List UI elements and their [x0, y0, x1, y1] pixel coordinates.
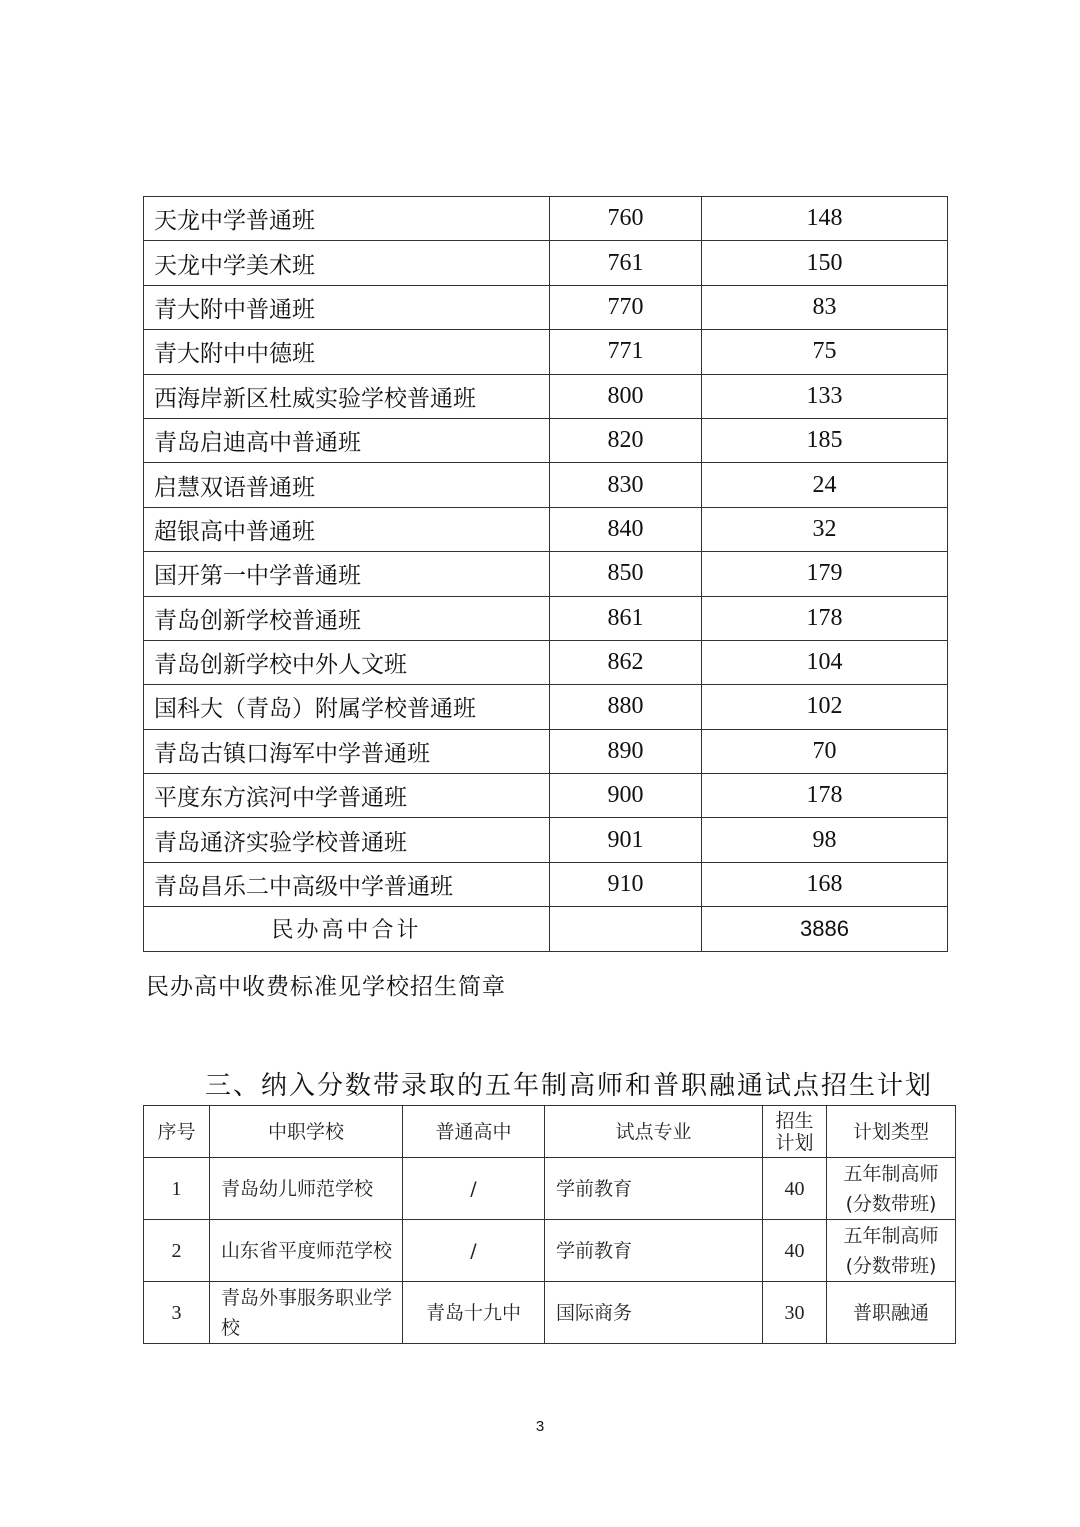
table-row	[144, 640, 948, 684]
school-code-cell: 820	[550, 418, 702, 462]
school-code-cell: 770	[550, 285, 702, 329]
school-name-cell: 青大附中普通班	[144, 285, 550, 329]
high-school-cell: /	[403, 1158, 545, 1220]
plan-type-cell	[827, 1220, 956, 1282]
table-header-row	[144, 1106, 956, 1158]
index-cell: 3	[144, 1282, 210, 1344]
table-row	[144, 729, 948, 773]
enrollment-count-cell: 179	[702, 552, 948, 596]
table-row	[144, 1158, 956, 1220]
table-row	[144, 197, 948, 241]
high-school-cell: 青岛十九中	[403, 1282, 545, 1344]
total-empty-cell	[550, 907, 702, 951]
table-row	[144, 1282, 956, 1344]
enrollment-count-cell: 168	[702, 862, 948, 906]
school-code-cell: 760	[550, 197, 702, 241]
school-name-cell: 青岛通济实验学校普通班	[144, 818, 550, 862]
vocational-school-cell: 山东省平度师范学校	[210, 1220, 403, 1282]
total-label: 民办高中合计	[144, 907, 550, 951]
school-code-cell: 840	[550, 507, 702, 551]
high-school-cell: /	[403, 1220, 545, 1282]
index-cell: 2	[144, 1220, 210, 1282]
enrollment-count-cell: 32	[702, 507, 948, 551]
table-row	[144, 774, 948, 818]
fee-note: 民办高中收费标准见学校招生简章	[146, 974, 506, 1000]
table-row	[144, 862, 948, 906]
table-row	[144, 285, 948, 329]
table-row	[144, 685, 948, 729]
enrollment-count-cell: 150	[702, 241, 948, 285]
plan-type-cell	[827, 1282, 956, 1344]
table-row	[144, 507, 948, 551]
plan-type-line1: 五年制高师	[843, 1224, 939, 1247]
school-name-cell: 天龙中学普通班	[144, 197, 550, 241]
major-cell: 学前教育	[545, 1220, 763, 1282]
table-row	[144, 241, 948, 285]
plan-cell: 30	[763, 1282, 827, 1344]
total-row	[144, 907, 948, 951]
major-cell: 学前教育	[545, 1158, 763, 1220]
enrollment-count-cell: 178	[702, 596, 948, 640]
page-number: 3	[535, 1418, 545, 1435]
school-name-cell: 平度东方滨河中学普通班	[144, 774, 550, 818]
school-code-cell: 800	[550, 374, 702, 418]
enrollment-count-cell: 178	[702, 774, 948, 818]
school-name-cell: 青岛启迪高中普通班	[144, 418, 550, 462]
enrollment-count-cell: 133	[702, 374, 948, 418]
school-name-cell: 天龙中学美术班	[144, 241, 550, 285]
header-vocational-school: 中职学校	[210, 1106, 403, 1158]
school-code-cell: 862	[550, 640, 702, 684]
enrollment-count-cell: 83	[702, 285, 948, 329]
header-plan-line1: 招生	[775, 1109, 814, 1132]
school-name-cell: 西海岸新区杜威实验学校普通班	[144, 374, 550, 418]
plan-cell: 40	[763, 1158, 827, 1220]
vocational-school-cell: 青岛外事服务职业学校	[210, 1282, 403, 1344]
table-row	[144, 374, 948, 418]
school-code-cell: 900	[550, 774, 702, 818]
enrollment-count-cell: 98	[702, 818, 948, 862]
table-row	[144, 596, 948, 640]
enrollment-count-cell: 102	[702, 685, 948, 729]
school-name-cell: 超银高中普通班	[144, 507, 550, 551]
private-high-school-table	[143, 196, 948, 952]
major-cell: 国际商务	[545, 1282, 763, 1344]
enrollment-count-cell: 75	[702, 330, 948, 374]
school-name-cell: 青岛古镇口海军中学普通班	[144, 729, 550, 773]
school-code-cell: 861	[550, 596, 702, 640]
school-name-cell: 青岛创新学校中外人文班	[144, 640, 550, 684]
school-code-cell: 880	[550, 685, 702, 729]
enrollment-count-cell: 104	[702, 640, 948, 684]
enrollment-count-cell: 185	[702, 418, 948, 462]
enrollment-count-cell: 148	[702, 197, 948, 241]
header-plan-type: 计划类型	[827, 1106, 956, 1158]
section-title: 三、纳入分数带录取的五年制高师和普职融通试点招生计划	[205, 1071, 934, 1101]
enrollment-count-cell: 24	[702, 463, 948, 507]
plan-cell: 40	[763, 1220, 827, 1282]
school-code-cell: 830	[550, 463, 702, 507]
table-row	[144, 1220, 956, 1282]
plan-type-line1: 普职融通	[852, 1301, 929, 1324]
plan-type-line1: 五年制高师	[843, 1162, 939, 1185]
table-row	[144, 330, 948, 374]
header-index: 序号	[144, 1106, 210, 1158]
enrollment-count-cell: 70	[702, 729, 948, 773]
pilot-enrollment-table	[143, 1105, 956, 1344]
plan-type-line2: (分数带班)	[845, 1254, 937, 1277]
school-code-cell: 761	[550, 241, 702, 285]
vocational-school-cell: 青岛幼儿师范学校	[210, 1158, 403, 1220]
school-name-cell: 国科大（青岛）附属学校普通班	[144, 685, 550, 729]
school-code-cell: 771	[550, 330, 702, 374]
school-code-cell: 901	[550, 818, 702, 862]
header-plan	[763, 1106, 827, 1158]
school-name-cell: 青岛创新学校普通班	[144, 596, 550, 640]
school-code-cell: 890	[550, 729, 702, 773]
school-name-cell: 国开第一中学普通班	[144, 552, 550, 596]
table-row	[144, 552, 948, 596]
index-cell: 1	[144, 1158, 210, 1220]
school-name-cell: 青大附中中德班	[144, 330, 550, 374]
school-code-cell: 910	[550, 862, 702, 906]
school-name-cell: 青岛昌乐二中高级中学普通班	[144, 862, 550, 906]
header-high-school: 普通高中	[403, 1106, 545, 1158]
header-major: 试点专业	[545, 1106, 763, 1158]
table-row	[144, 818, 948, 862]
school-name-cell: 启慧双语普通班	[144, 463, 550, 507]
plan-type-line2: (分数带班)	[845, 1192, 937, 1215]
header-plan-line2: 计划	[775, 1131, 814, 1154]
plan-type-cell	[827, 1158, 956, 1220]
table-row	[144, 463, 948, 507]
total-value: 3886	[702, 907, 948, 951]
school-code-cell: 850	[550, 552, 702, 596]
table-row	[144, 418, 948, 462]
